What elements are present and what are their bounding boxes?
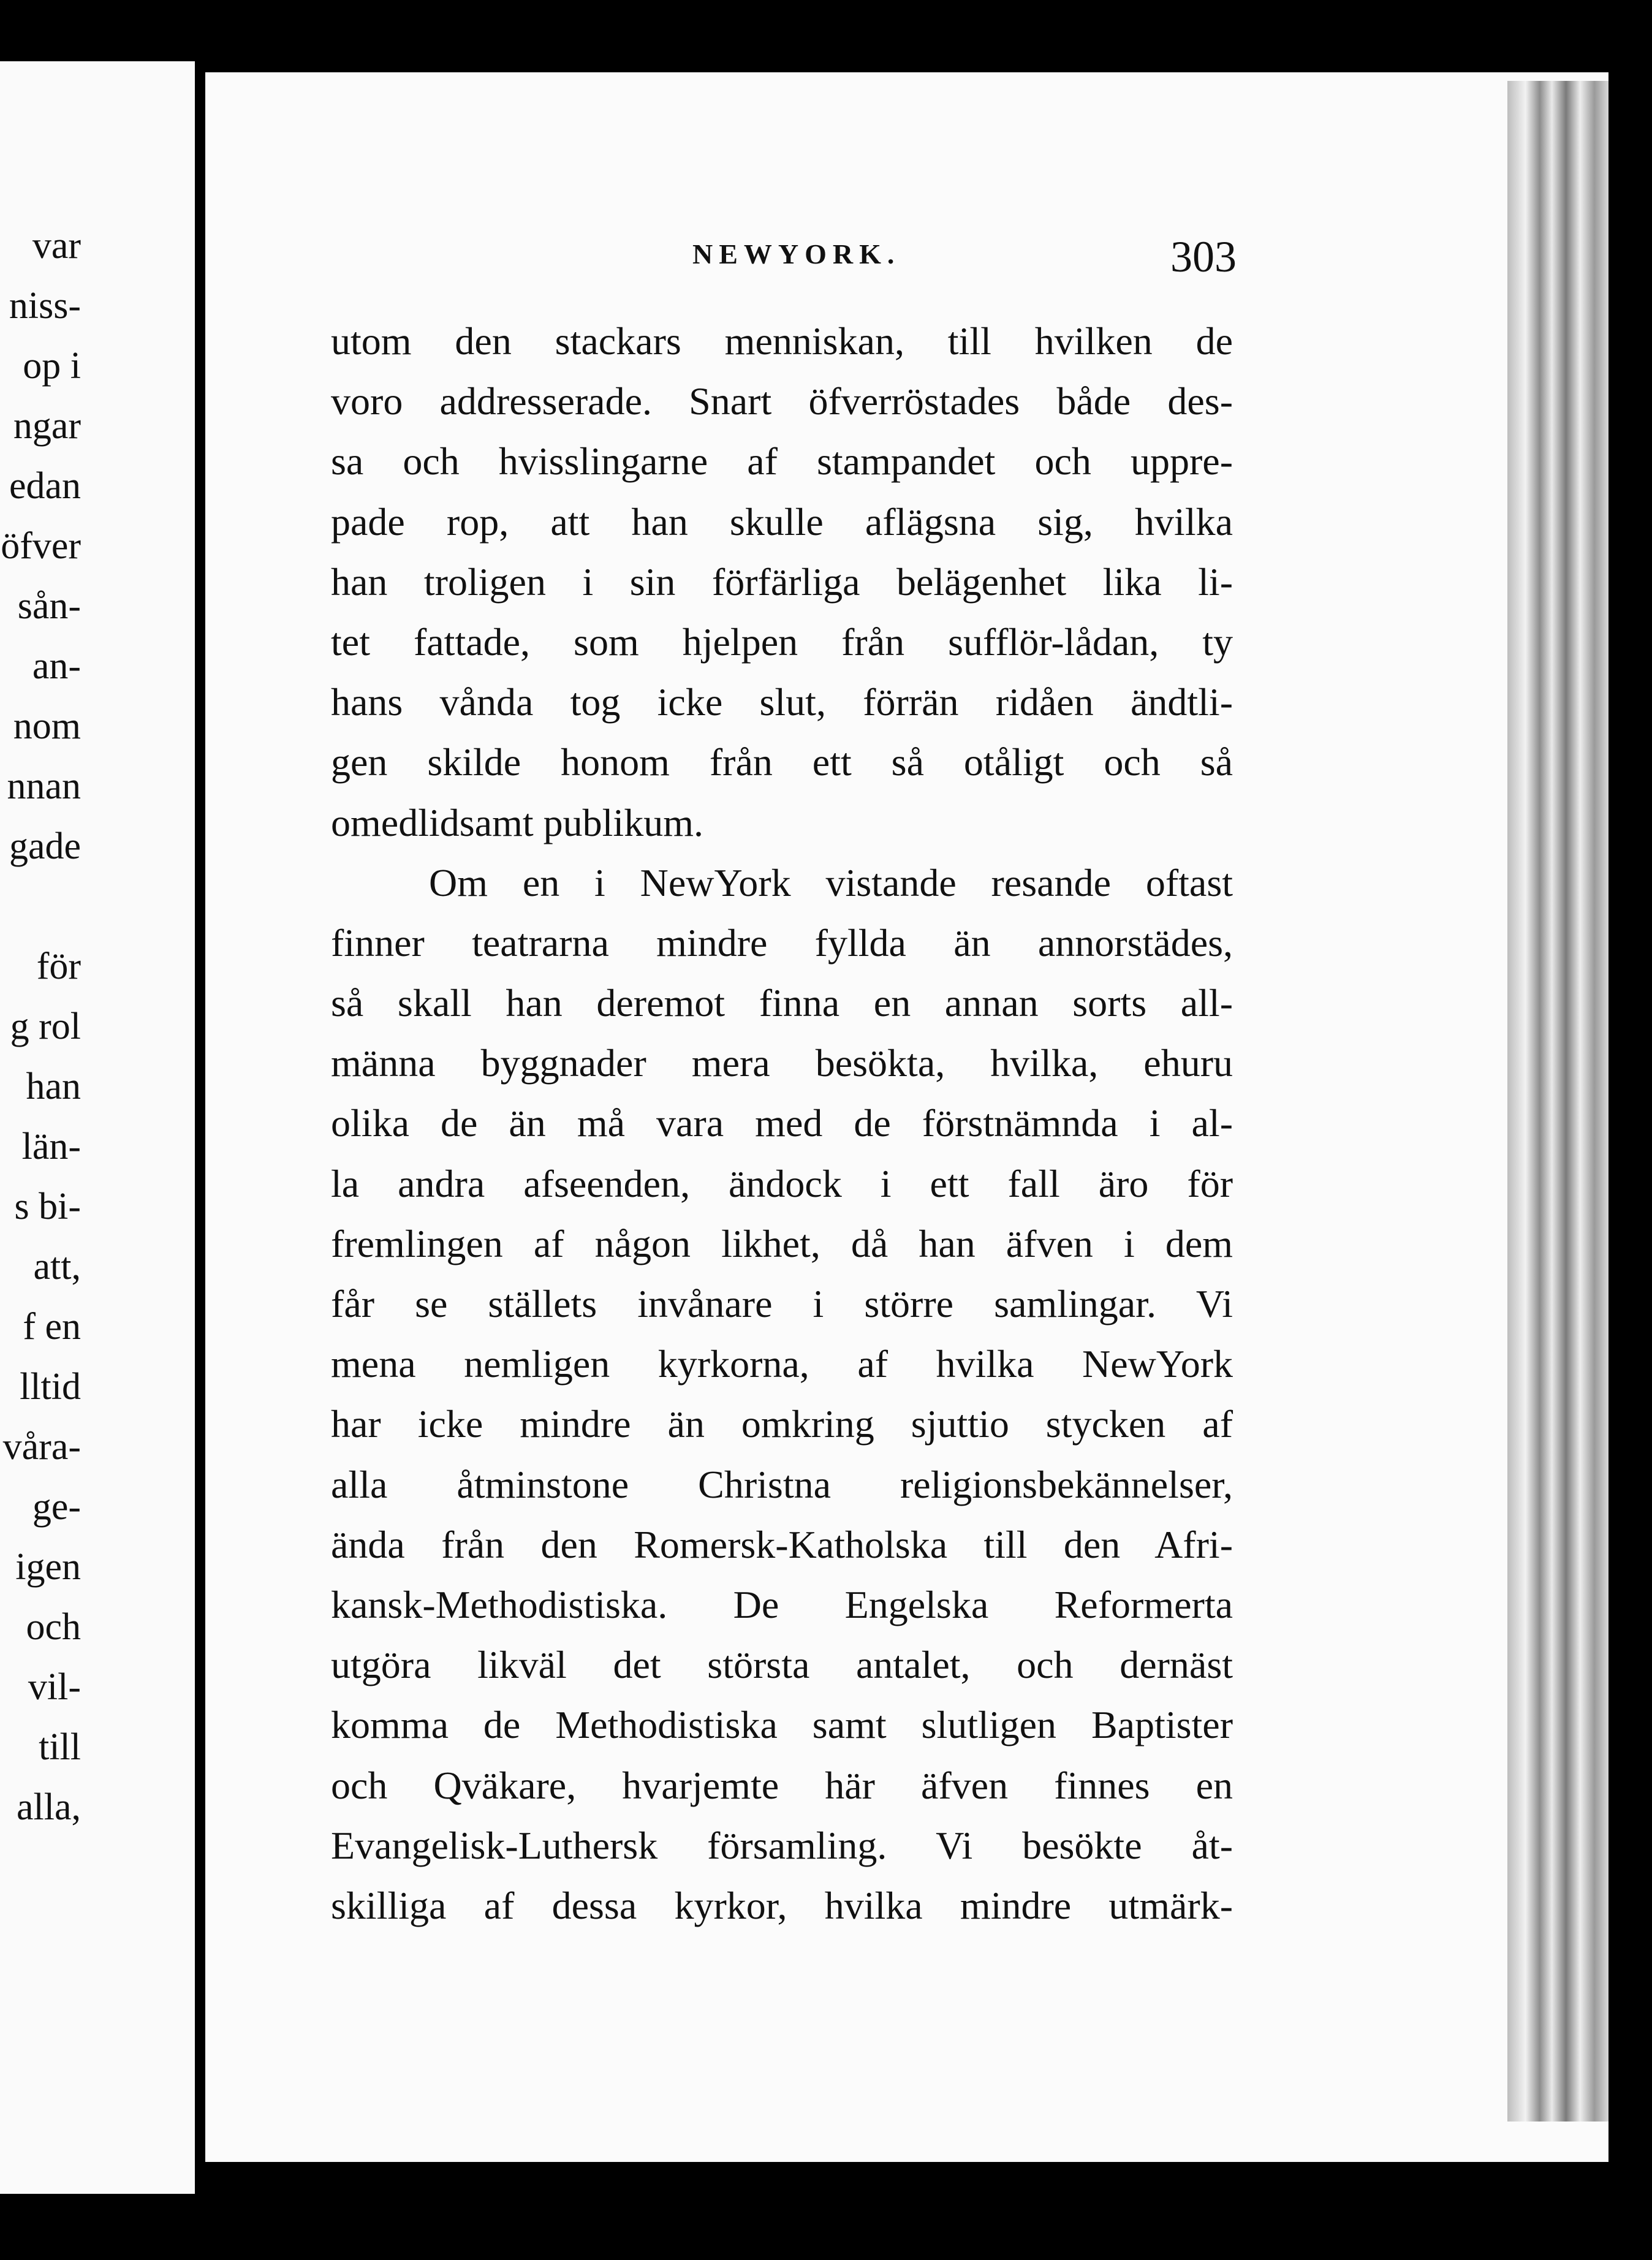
- text-line: alla åtminstone Christna religionsbekännelser,: [331, 1462, 1233, 1506]
- left-page-line: gade: [9, 825, 81, 867]
- text-line: hans vånda tog icke slut, förrän ridåen ändtli-: [331, 680, 1233, 724]
- text-line: han troligen i sin förfärliga belägenhet lika li-: [331, 559, 1233, 604]
- left-page-line: han: [26, 1066, 81, 1107]
- text-line: fremlingen af någon likhet, då han äfven i dem: [331, 1221, 1233, 1265]
- left-page-line: våra-: [2, 1426, 81, 1468]
- left-page-line: till: [39, 1726, 81, 1768]
- text-line: och Qväkare, hvarjemte här äfven finnes en: [331, 1763, 1233, 1807]
- left-page-line: och: [26, 1606, 81, 1648]
- left-page-line: var: [32, 225, 81, 267]
- left-page-line: öfver: [1, 525, 81, 567]
- left-page-line: niss-: [9, 285, 81, 327]
- text-line: gen skilde honom från ett så otåligt och så: [331, 740, 1233, 784]
- text-line: pade rop, att han skulle aflägsna sig, hvilka: [331, 499, 1233, 544]
- text-line: tet fattade, som hjelpen från sufflör-lådan, ty: [331, 620, 1233, 664]
- text-line: Om en i NewYork vistande resande oftast: [429, 860, 1233, 904]
- left-page-line: igen: [15, 1546, 81, 1588]
- left-page-line: ngar: [13, 405, 81, 447]
- left-page-line: lltid: [20, 1366, 81, 1408]
- text-line: komma de Methodistiska samt slutligen Baptister: [331, 1703, 1233, 1747]
- text-line: finner teatrarna mindre fyllda än annorstädes,: [331, 920, 1233, 965]
- left-page-line: g rol: [10, 1006, 81, 1047]
- text-line: Evangelisk-Luthersk församling. Vi besökte åt-: [331, 1823, 1233, 1867]
- text-line: la andra afseenden, ändock i ett fall äro för: [331, 1161, 1233, 1205]
- text-line: männa byggnader mera besökta, hvilka, ehuru: [331, 1041, 1233, 1085]
- left-page-line: edan: [9, 465, 81, 507]
- text-line: skilliga af dessa kyrkor, hvilka mindre utmärk-: [331, 1883, 1233, 1927]
- left-page-line: för: [36, 946, 81, 987]
- left-page-line: län-: [21, 1126, 81, 1167]
- text-line: har icke mindre än omkring sjuttio stycken af: [331, 1402, 1233, 1446]
- left-page-line: s bi-: [14, 1186, 81, 1227]
- text-line: kansk-Methodistiska. De Engelska Reformerta: [331, 1582, 1233, 1626]
- page-number: 303: [1170, 232, 1237, 281]
- left-page-fragment: [0, 61, 202, 2194]
- left-page-line: op i: [23, 345, 81, 387]
- text-line: voro addresserade. Snart öfverröstades både des-: [331, 379, 1233, 423]
- text-line: så skall han deremot finna en annan sorts all-: [331, 981, 1233, 1025]
- text-line: sa och hvisslingarne af stampandet och uppre-: [331, 439, 1233, 483]
- left-page-line: nnan: [7, 765, 81, 807]
- running-head: NEWYORK.: [692, 238, 901, 270]
- text-line: ända från den Romersk-Katholska till den Afri-: [331, 1522, 1233, 1566]
- page-edge-stack: [1507, 81, 1608, 2122]
- left-page-line: att,: [33, 1246, 81, 1287]
- text-line: utom den stackars menniskan, till hvilken de: [331, 319, 1233, 363]
- left-page-line: f en: [23, 1306, 81, 1348]
- text-line: utgöra likväl det största antalet, och dernäst: [331, 1643, 1233, 1687]
- body-text: [331, 311, 1233, 1936]
- text-line: mena nemligen kyrkorna, af hvilka NewYork: [331, 1342, 1233, 1386]
- left-page-line: alla,: [17, 1786, 81, 1828]
- left-page-line: sån-: [17, 585, 81, 627]
- text-line: olika de än må vara med de förstnämnda i al-: [331, 1101, 1233, 1145]
- left-page-line: vil-: [28, 1666, 81, 1708]
- text-line: omedlidsamt publikum.: [331, 800, 703, 844]
- left-page-line: an-: [32, 645, 81, 687]
- left-page-line: ge-: [32, 1486, 81, 1528]
- text-line: får se ställets invånare i större samlingar. Vi: [331, 1282, 1233, 1325]
- left-page-line: nom: [13, 705, 81, 747]
